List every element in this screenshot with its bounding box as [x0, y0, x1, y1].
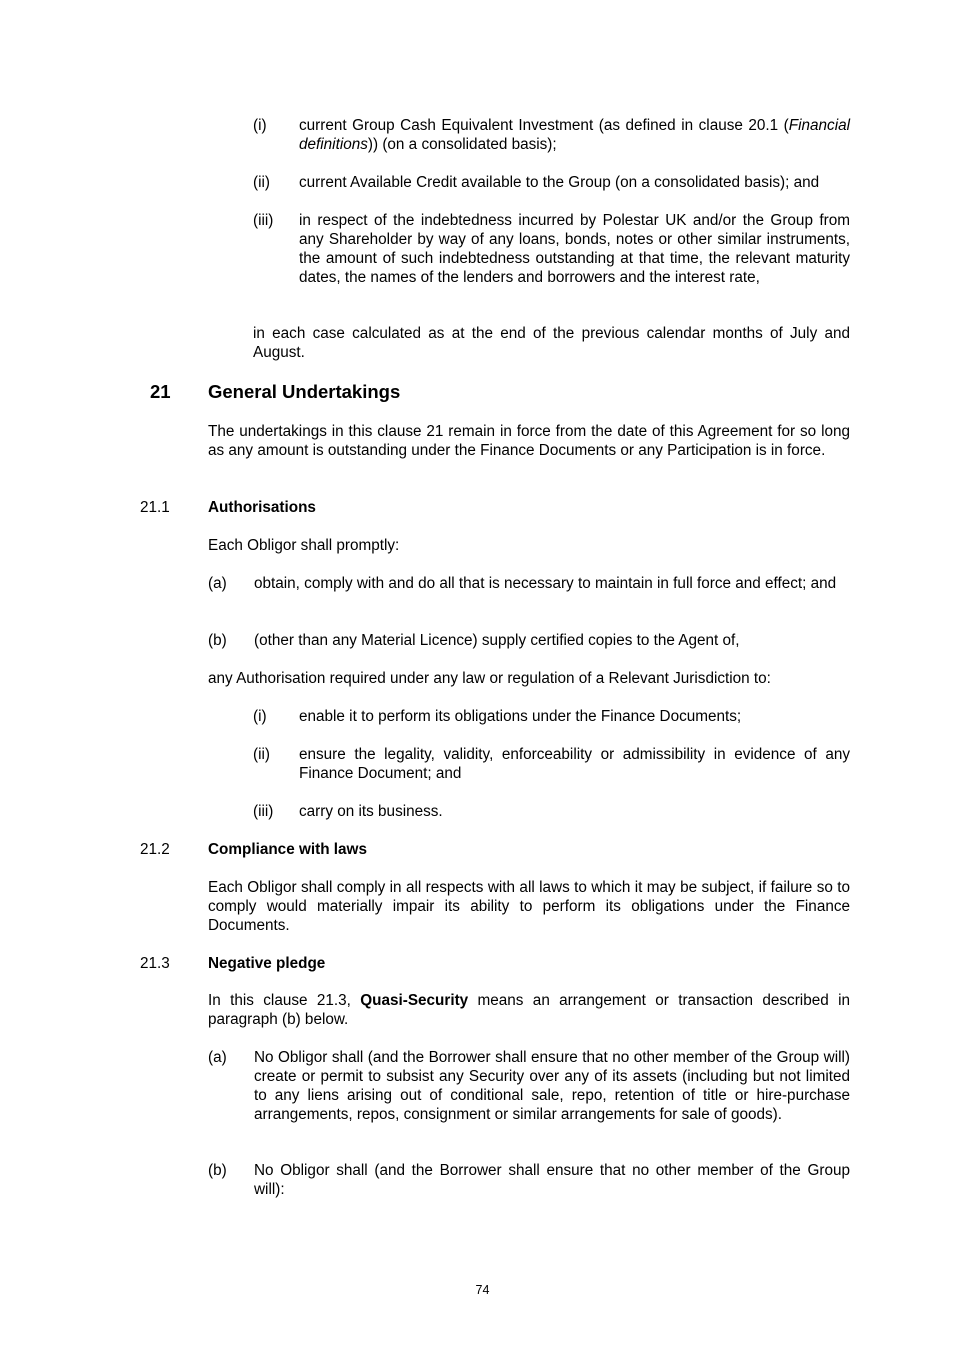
clause-title: Compliance with laws — [208, 841, 367, 858]
defined-term: Quasi-Security — [360, 992, 469, 1009]
clause-number: 21.3 — [140, 955, 170, 972]
list-number: (iii) — [253, 803, 274, 820]
list-item-text: current Available Credit available to the Group (on a consolidated basis); and — [299, 174, 820, 191]
paragraph: in each case calculated as at the end of the previous calendar months of July and August. — [253, 325, 850, 361]
list-number: (ii) — [253, 174, 270, 191]
page-number: 74 — [475, 1283, 490, 1297]
list-item-text: (other than any Material Licence) supply certified copies to the Agent of, — [254, 632, 740, 649]
list-item-text: enable it to perform its obligations under the Finance Documents; — [299, 708, 742, 725]
list-number: (i) — [253, 708, 267, 725]
clause-number: 21.2 — [140, 841, 170, 858]
list-item-text: No Obligor shall (and the Borrower shall ensure that no other member of the Group will): — [254, 1162, 850, 1198]
list-number: (iii) — [253, 212, 274, 229]
list-item-text: current Group Cash Equivalent Investment (as defined in clause 20.1 (Financial definitions)) (on a consolidated basis); — [299, 117, 850, 153]
list-number: (i) — [253, 117, 267, 134]
clause-title: Authorisations — [208, 499, 316, 516]
list-item-text: obtain, comply with and do all that is necessary to maintain in full force and effect; and — [254, 575, 837, 592]
list-item-text: in respect of the indebtedness incurred by Polestar UK and/or the Group from any Shareholder by way of any loans, bonds, notes or other similar instruments, the amount of such indebtedness outstanding at that time, the relevant maturity dates, the names of the lenders and borrowers and the interest rate, — [299, 212, 850, 286]
paragraph: Each Obligor shall promptly: — [208, 537, 400, 554]
clause-number: 21.1 — [140, 499, 170, 516]
list-number: (b) — [208, 1162, 227, 1179]
paragraph: any Authorisation required under any law or regulation of a Relevant Jurisdiction to: — [208, 670, 771, 687]
list-item-text: carry on its business. — [299, 803, 443, 820]
paragraph: In this clause 21.3, Quasi-Security means an arrangement or transaction described in paragraph (b) below. — [208, 992, 850, 1028]
list-number: (b) — [208, 632, 227, 649]
clause-title: General Undertakings — [208, 381, 401, 402]
list-number: (a) — [208, 1049, 227, 1066]
list-item-text: No Obligor shall (and the Borrower shall ensure that no other member of the Group will) create or permit to subsist any Security over any of its assets (including but not limited to any liens arising out of conditional sale, repo, retention of title or hire-purchase arrangements, repos, consignment or similar arrangements for sale of goods). — [254, 1049, 850, 1123]
clause-title: Negative pledge — [208, 955, 326, 972]
list-number: (ii) — [253, 746, 270, 763]
list-number: (a) — [208, 575, 227, 592]
clause-number: 21 — [150, 381, 171, 402]
paragraph: Each Obligor shall comply in all respects with all laws to which it may be subject, if failure so to comply would materially impair its ability to perform its obligations under the Finance Documents. — [208, 879, 850, 934]
paragraph: The undertakings in this clause 21 remain in force from the date of this Agreement for so long as any amount is outstanding under the Finance Documents or any Participation is in force. — [208, 423, 850, 459]
list-item-text: ensure the legality, validity, enforceability or admissibility in evidence of any Finance Document; and — [299, 746, 850, 782]
